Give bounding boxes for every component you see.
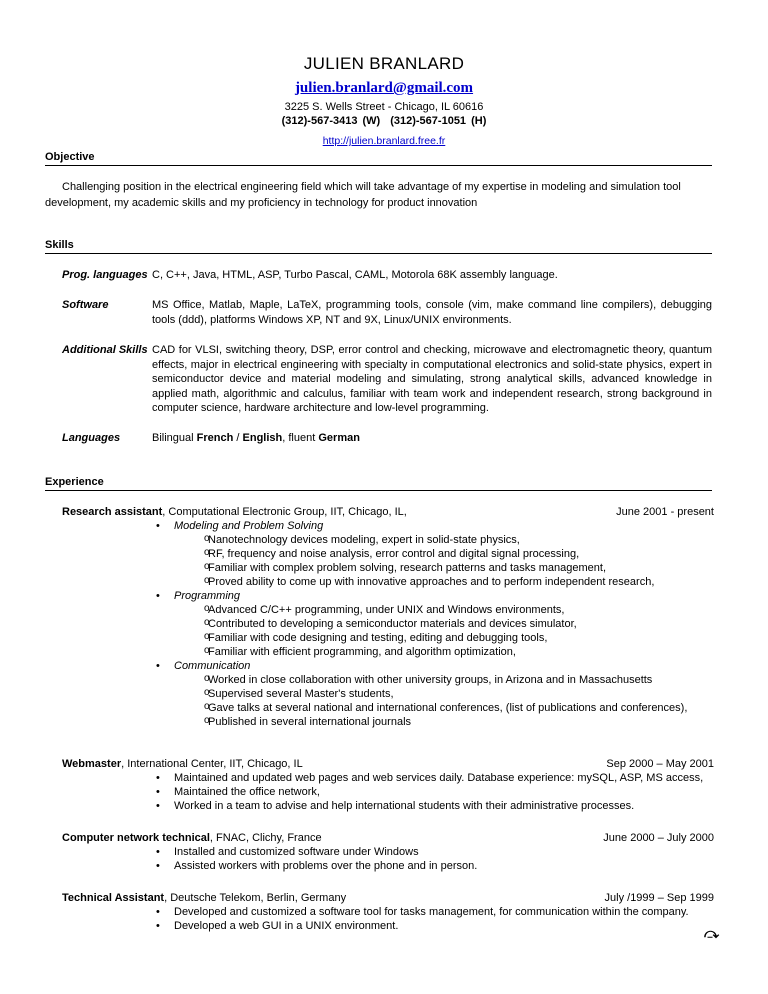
list-item: • Communication o Worked in close collaboration with other university groups, in Arizona and in Massachusetts o Supervised several Master's students, o Gave talks at several national and international conferences, (list of publications and conferences), o Published in several international journals xyxy=(62,659,712,729)
phone-home: (312)-567-1051 (H) xyxy=(390,115,487,127)
job-date: Sep 2000 – May 2001 xyxy=(606,758,714,770)
skill-label: Additional Skills xyxy=(62,344,148,356)
skill-label: Software xyxy=(62,299,109,311)
list-item: • Installed and customized software under Windows xyxy=(62,845,712,859)
list-item: • Modeling and Problem Solving o Nanotechnology devices modeling, expert in solid-state physics, o RF, frequency and noise analysis, error control and digital signal processing, o Familiar with complex problem solving, research patterns and tasks management, o Proved ability to come up with innovative approaches and to perform independent research, xyxy=(62,519,712,589)
skill-value: CAD for VLSI, switching theory, DSP, error control and checking, microwave and electromagnetic theory, quantum effects, major in electrical engineering with specialty in computational electronics and solid-state physics, expert in semiconductor device and material modeling and simulating, strong analytical skills, advanced knowledge in applied math, algorithmic and calculus, familiar with team work and independent research, strong background in computer science, hardware architecture and low-level programming. xyxy=(152,344,712,414)
job-title: Research assistant xyxy=(62,506,163,518)
list-item: o Gave talks at several national and international conferences, (list of publications and conferences), xyxy=(62,701,712,715)
job-title: Computer network technical xyxy=(62,832,210,844)
job-org: , Deutsche Telekom, Berlin, Germany xyxy=(164,892,347,904)
job-org: , Computational Electronic Group, IIT, Chicago, IL, xyxy=(162,506,407,518)
email-link[interactable]: julien.branlard@gmail.com xyxy=(294,80,474,96)
job-header xyxy=(62,757,712,771)
list-item: o Nanotechnology devices modeling, expert in solid-state physics, xyxy=(62,533,712,547)
job-webmaster xyxy=(62,757,712,813)
website-link[interactable]: http://julien.branlard.free.fr xyxy=(322,135,446,147)
job-categories xyxy=(62,519,712,729)
list-item: • Developed and customized a software tool for tasks management, for communication within the company. xyxy=(62,905,712,919)
list-item: • Worked in a team to advise and help international students with their administrative processes. xyxy=(62,799,712,813)
job-header xyxy=(62,891,712,905)
list-item: o Worked in close collaboration with other university groups, in Arizona and in Massachusetts xyxy=(62,673,712,687)
list-item: • Maintained and updated web pages and web services daily. Database experience: mySQL, ASP, MS access, xyxy=(62,771,712,785)
list-item: o Contributed to developing a semiconductor materials and devices simulator, xyxy=(62,617,712,631)
list-item: • Maintained the office network, xyxy=(62,785,712,799)
list-item: o Familiar with complex problem solving, research patterns and tasks management, xyxy=(62,561,712,575)
list-item: o Familiar with code designing and testing, editing and debugging tools, xyxy=(62,631,712,645)
objective-text: Challenging position in the electrical engineering field which will take advantage of my expertise in modeling and simulation tool development, my academic skills and my proficiency in technology for product innovation xyxy=(45,181,681,209)
job-network-technical xyxy=(62,831,712,873)
job-header xyxy=(62,505,712,519)
skill-label: Languages xyxy=(62,432,121,444)
job-header xyxy=(62,831,712,845)
job-research-assistant xyxy=(62,505,712,729)
list-item: o RF, frequency and noise analysis, error control and digital signal processing, xyxy=(62,547,712,561)
phone-work: (312)-567-3413 (W) xyxy=(281,115,381,127)
job-date: June 2001 - present xyxy=(616,506,714,518)
list-item: • Developed a web GUI in a UNIX environment. xyxy=(62,919,712,933)
job-title: Webmaster xyxy=(62,758,122,770)
skill-value: C, C++, Java, HTML, ASP, Turbo Pascal, CAML, Motorola 68K assembly language. xyxy=(152,269,558,281)
phone-line xyxy=(0,115,768,127)
experience-heading: Experience xyxy=(45,476,712,491)
continue-arrow-icon: ⤼ xyxy=(704,925,719,941)
job-title: Technical Assistant xyxy=(62,892,165,904)
job-date: July /1999 – Sep 1999 xyxy=(604,892,714,904)
job-org: , International Center, IIT, Chicago, IL xyxy=(121,758,303,770)
list-item: • Assisted workers with problems over the phone and in person. xyxy=(62,859,712,873)
list-item: o Supervised several Master's students, xyxy=(62,687,712,701)
address: 3225 S. Wells Street - Chicago, IL 60616 xyxy=(284,101,484,113)
applicant-name: JULIEN BRANLARD xyxy=(303,54,465,73)
objective-heading: Objective xyxy=(45,151,712,166)
job-org: , FNAC, Clichy, France xyxy=(209,832,322,844)
list-item: o Advanced C/C++ programming, under UNIX and Windows environments, xyxy=(62,603,712,617)
job-technical-assistant xyxy=(62,891,712,933)
website-line xyxy=(0,135,768,147)
job-date: June 2000 – July 2000 xyxy=(603,832,714,844)
skill-value: MS Office, Matlab, Maple, LaTeX, programming tools, console (vim, make command line compilers), debugging tools (ddd), platforms Windows XP, NT and 9X, Linux/UNIX environments. xyxy=(152,299,712,326)
email-line xyxy=(0,80,768,97)
list-item: o Proved ability to come up with innovative approaches and to perform independent research, xyxy=(62,575,712,589)
list-item: • Programming o Advanced C/C++ programming, under UNIX and Windows environments, o Contributed to developing a semiconductor materials and devices simulator, o Familiar with code designing and testing, editing and debugging tools, o Familiar with efficient programming, and algorithm optimization, xyxy=(62,589,712,659)
list-item: o Familiar with efficient programming, and algorithm optimization, xyxy=(62,645,712,659)
list-item: o Published in several international journals xyxy=(62,715,712,729)
skill-value: Bilingual French / English, fluent German xyxy=(152,432,360,444)
skill-label: Prog. languages xyxy=(62,269,148,281)
skills-heading: Skills xyxy=(45,239,712,254)
